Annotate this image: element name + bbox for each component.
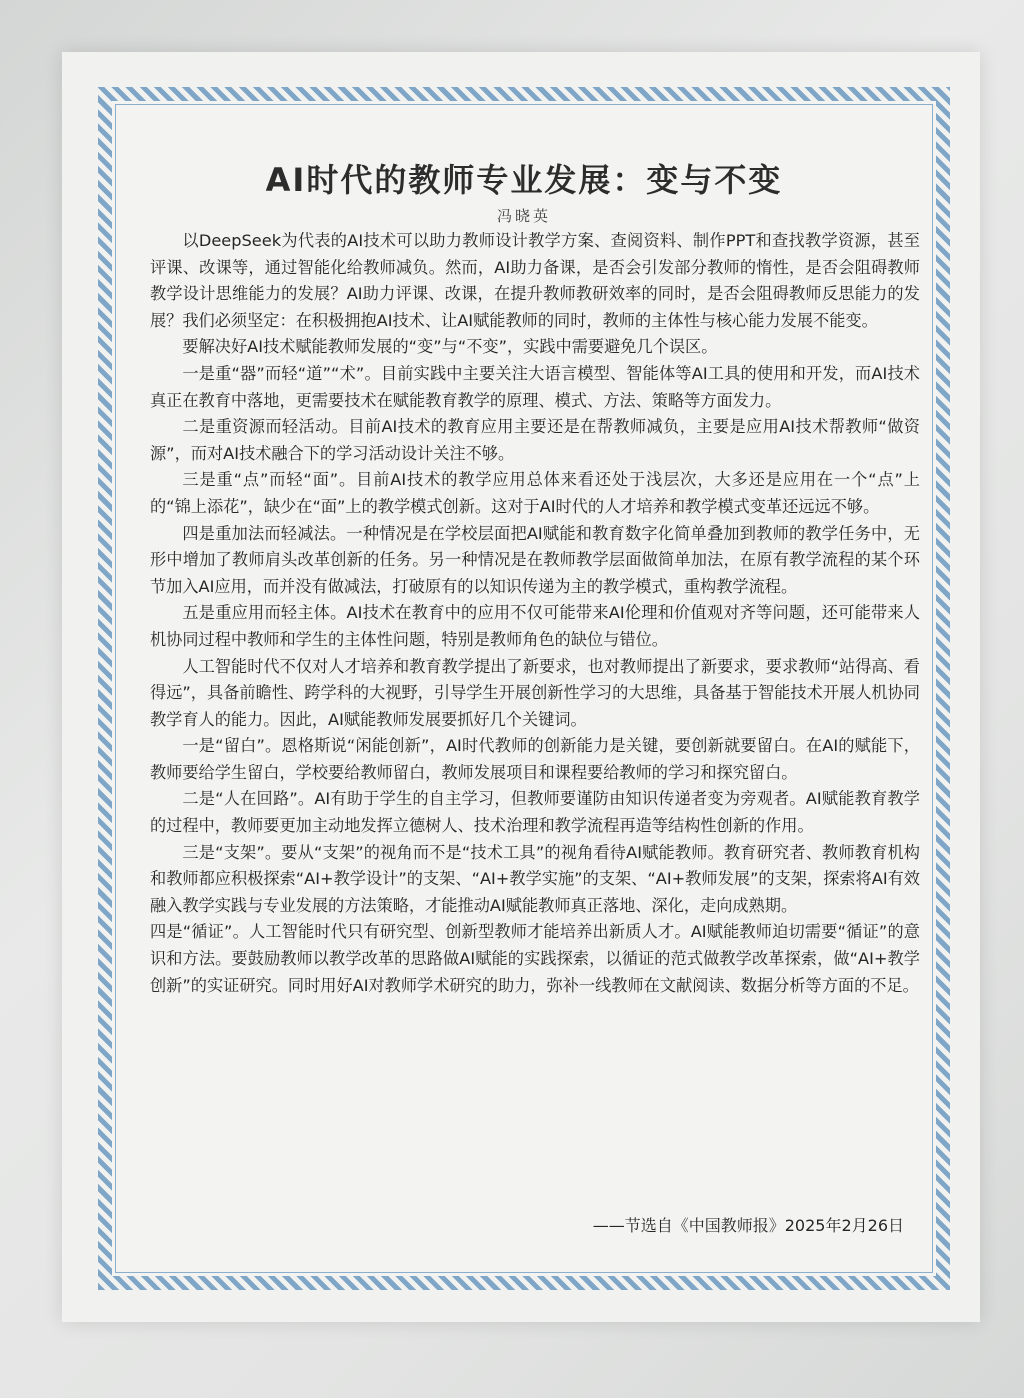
paragraph-misconceptions-lead: 要解决好AI技术赋能教师发展的“变”与“不变”，实践中需要避免几个误区。 [182,337,718,357]
article-author: 冯晓英 [496,207,551,225]
paragraph-keyword-3: 三是“支架”。要从“支架”的视角而不是“技术工具”的视角看待AI赋能教师。教育研究者、教师教育机构和教师都应积极探索“AI+教学设计”的支架、“AI+教学实施”的支架、“AI+教师发展”的支架，探索将AI有效融入教学实践与专业发展的方法策略，才能推动AI赋能教师真正落地、深化，走向成熟期。 [150,842,920,915]
decorative-border-frame [98,87,950,1290]
paragraph-misconception-4: 四是重加法而轻减法。一种情况是在学校层面把AI赋能和教育数字化简单叠加到教师的教学任务中，无形中增加了教师肩头改革创新的任务。另一种情况是在教师教学层面做简单加法，在原有教学流程的某个环节加入AI应用，而并没有做减法，打破原有的以知识传递为主的教学模式，重构教学流程。 [150,523,920,596]
article-body [150,228,920,999]
paragraph-misconception-3: 三是重“点”而轻“面”。目前AI技术的教学应用总体来看还处于浅层次，大多还是应用在一个“点”上的“锦上添花”，缺少在“面”上的教学模式创新。这对于AI时代的人才培养和教学模式变革还远远不够。 [150,470,920,516]
paragraph-new-requirements: 人工智能时代不仅对人才培养和教育教学提出了新要求，也对教师提出了新要求，要求教师“站得高、看得远”，具备前瞻性、跨学科的大视野，引导学生开展创新性学习的大思维，具备基于智能技术开展人机协同教学育人的能力。因此，AI赋能教师发展要抓好几个关键词。 [150,656,920,729]
paragraph-keyword-4: 四是“循证”。人工智能时代只有研究型、创新型教师才能培养出新质人才。AI赋能教师迫切需要“循证”的意识和方法。要鼓励教师以教学改革的思路做AI赋能的实践探索，以循证的范式做教学改革探索，做“AI+教学创新”的实证研究。同时用好AI对教师学术研究的助力，弥补一线教师在文献阅读、数据分析等方面的不足。 [150,922,920,995]
paragraph-intro: 以DeepSeek为代表的AI技术可以助力教师设计教学方案、查阅资料、制作PPT和查找教学资源，甚至评课、改课等，通过智能化给教师减负。然而，AI助力备课，是否会引发部分教师的惰性，是否会阻碍教师教学设计思维能力的发展？AI助力评课、改课，在提升教师教研效率的同时，是否会阻碍教师反思能力的发展？我们必须坚定：在积极拥抱AI技术、让AI赋能教师的同时，教师的主体性与核心能力发展不能变。 [150,231,920,330]
paragraph-misconception-1: 一是重“器”而轻“道”“术”。目前实践中主要关注大语言模型、智能体等AI工具的使用和开发，而AI技术真正在教育中落地，更需要技术在赋能教育教学的原理、模式、方法、策略等方面发力。 [150,363,920,410]
paragraph-keyword-1: 一是“留白”。恩格斯说“闲能创新”，AI时代教师的创新能力是关键，要创新就要留白。在AI的赋能下，教师要给学生留白，学校要给教师留白，教师发展项目和课程要给教师的学习和探究留白。 [150,736,920,782]
paragraph-misconception-2: 二是重资源而轻活动。目前AI技术的教育应用主要还是在帮教师减负，主要是应用AI技术帮教师“做资源”，而对AI技术融合下的学习活动设计关注不够。 [150,417,920,463]
paragraph-keyword-2: 二是“人在回路”。AI有助于学生的自主学习，但教师要谨防由知识传递者变为旁观者。AI赋能教育教学的过程中，教师要更加主动地发挥立德树人、技术治理和教学流程再造等结构性创新的作用。 [150,789,920,836]
source-citation: ——节选自《中国教师报》2025年2月26日 [592,1216,904,1235]
paragraph-misconception-5: 五是重应用而轻主体。AI技术在教育中的应用不仅可能带来AI伦理和价值观对齐等问题，还可能带来人机协同过程中教师和学生的主体性问题，特别是教师角色的缺位与错位。 [150,603,920,649]
article-title: AI时代的教师专业发展：变与不变 [265,161,783,199]
